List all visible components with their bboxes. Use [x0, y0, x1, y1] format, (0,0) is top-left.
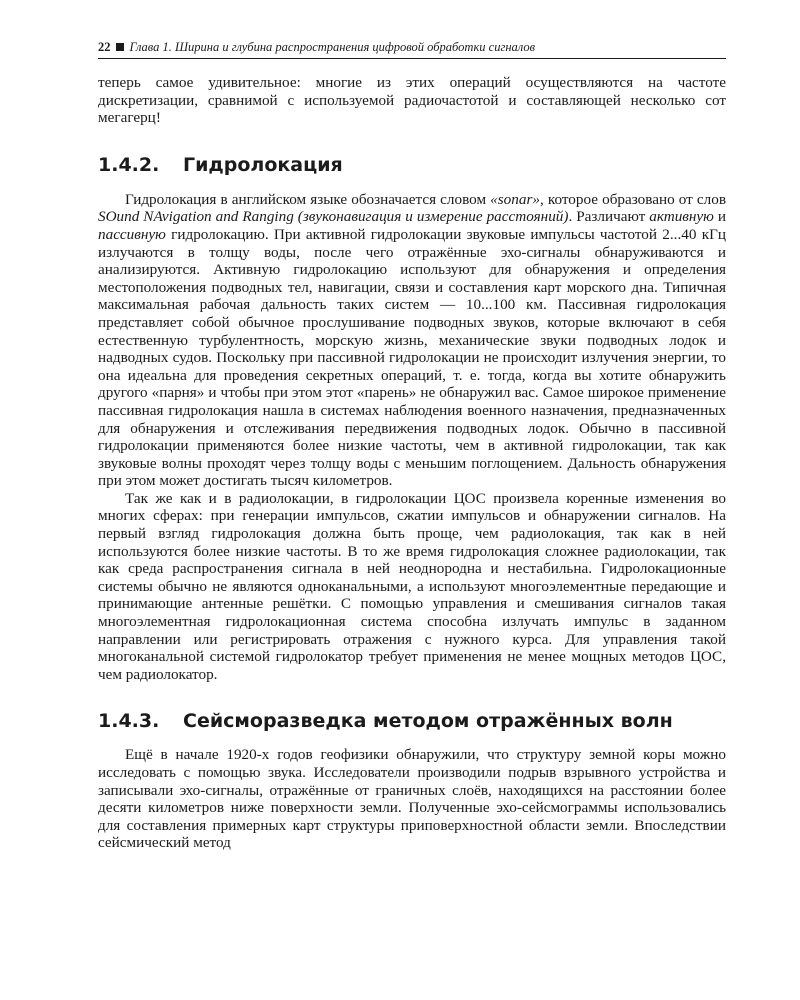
book-page [98, 40, 726, 852]
passive-term: пассивную [98, 225, 166, 243]
sonar-paragraph-1: Гидролокация в английском языке обозначается словом «sonar», которое образовано от слов SOund NAvigation and Ranging (звуконавигация и измерение расстояний). Различают активную и пассивную гидролокацию. При активной гидролокации звуковые импульсы частотой 2...40 кГц излучаются в толщу воды, после чего отражённые эхо-сигналы обнаруживаются и анализируются. Активную гидролокацию используют для обнаружения и определения местоположения подводных тел, навигации, связи и составления карт морского дна. Типичная максимальная рабочая дальность таких систем — 10...100 км. Пассивная гидролокация представляет собой обычное прослушивание подводных звуков, которые включают в себя естественную турбулентность, морскую жизнь, механические звуки подводных лодок и надводных судов. Поскольку при пассивной гидролокации не происходит излучения энергии, то она идеальна для проведения секретных операций, т. е. тогда, когда вы хотите обнаружить другого «парня» и чтобы при этом этот «парень» не обнаружил вас. Самое широкое применение пассивная гидролокация нашла в системах наблюдения военного назначения, предназначенных для обнаружения и отслеживания передвижения подводных лодок. Обычно в пассивной гидролокации применяются более низкие частоты, чем в активной гидролокации, так как звуковые волны проходят через толщу воды с меньшим поглощением. Дальность обнаружения при этом может достигать тысяч километров. [98, 190, 726, 490]
square-bullet-icon [116, 43, 124, 51]
sonar-term: «sonar» [490, 190, 540, 208]
section-number: 1.4.2. [98, 153, 160, 176]
sonar-paragraph-2: Так же как и в радиолокации, в гидролокации ЦОС произвела коренные изменения во многих сферах: при генерации импульсов, сжатии импульсов и обнаружении сигналов. На первый взгляд гидролокация должна быть проще, чем радиолокация, так как в ней используются более низкие частоты. В то же время гидролокация сложнее радиолокации, так как среда распространения сигнала в ней неоднородна и нестабильна. Гидролокационные системы обычно не являются одноканальными, а используют многоэлементные передающие и принимающие антенные решётки. С помощью управления и смешивания сигналов такая многоэлементная гидролокационная система способна излучать импульс в заданном направлении или регистрировать отражения с нужного курса. Для управления такой многоканальной системой гидролокатор требует применения не менее мощных методов ЦОС, чем радиолокатор. [98, 489, 726, 683]
chapter-title: Глава 1. Ширина и глубина распространения цифровой обработки сигналов [129, 40, 536, 54]
intro-paragraph: теперь самое удивительное: многие из этих операций осуществляются на частоте дискретизации, сравнимой с используемой радиочастотой и составляющей несколько сот мегагерц! [98, 74, 726, 127]
running-header [98, 40, 726, 59]
section-heading-sonar [98, 153, 726, 177]
section-title: Сейсморазведка методом отражённых волн [183, 710, 673, 733]
seismic-paragraph-1: Ещё в начале 1920-х годов геофизики обнаружили, что структуру земной коры можно исследовать с помощью звука. Исследователи производили подрыв взрывного устройства и записывали эхо-сигналы, отражённые от граничных слоёв, находящихся на расстоянии более десяти километров ниже поверхности земли. Полученные эхо-сейсмограммы использовались для составления примерных карт структуры приповерхностной области земли. Впоследствии сейсмический метод [98, 746, 726, 852]
page-number: 22 [98, 40, 111, 54]
section-number: 1.4.3. [98, 710, 160, 733]
section-title: Гидролокация [183, 153, 343, 176]
sonar-expansion: SOund NAvigation and Ranging (звуконавигация и измерение расстояний) [98, 208, 569, 226]
active-term: активную [649, 208, 714, 226]
section-heading-seismic [98, 709, 726, 733]
